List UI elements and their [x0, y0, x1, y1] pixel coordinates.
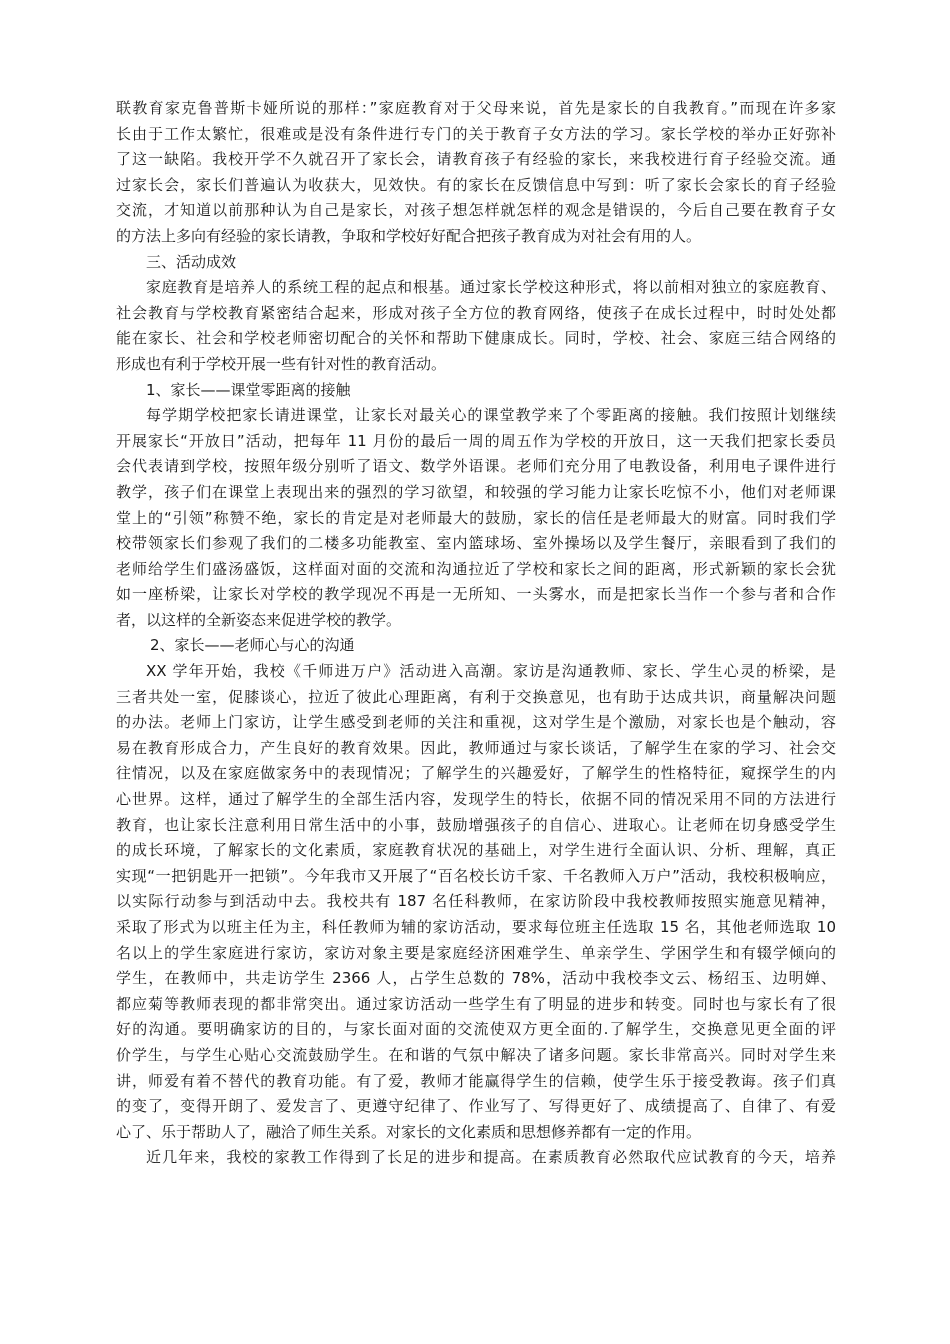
paragraph	[116, 403, 836, 633]
text-line: 价学生，与学生心贴心交流鼓励学生。在和谐的气氛中解决了诸多问题。家长非常高兴。同时对学生来	[116, 1045, 836, 1064]
text-line: 易在教育形成合力，产生良好的教育效果。因此，教师通过与家长谈话，了解学生在家的学习、社会交	[116, 738, 836, 757]
text-line: 交流，才知道以前那种认为自己是家长，对孩子想怎样就怎样的观念是错误的，今后自己要在教育子女	[116, 201, 836, 220]
text-line: 近几年来，我校的家教工作得到了长足的进步和提高。在素质教育必然取代应试教育的今天，培养	[146, 1148, 836, 1167]
text-line: 社会教育与学校教育紧密结合起来，形成对孩子全方位的教育网络，使孩子在成长过程中，时时处处都	[116, 303, 836, 322]
text-line: 能在家长、社会和学校老师密切配合的关怀和帮助下健康成长。同时，学校、社会、家庭三结合网络的	[116, 329, 836, 348]
text-line: 校带领家长们参观了我们的二楼多功能教室、室内篮球场、室外操场以及学生餐厅，亲眼看到了我们的	[116, 534, 836, 553]
text-line: 心世界。这样，通过了解学生的全部生活内容，发现学生的特长，依据不同的情况采用不同的方法进行	[116, 790, 836, 809]
text-line: 长由于工作太繁忙，很难或是没有条件进行专门的关于教育子女方法的学习。家长学校的举办正好弥补	[116, 124, 836, 143]
text-line: 会代表请到学校，按照年级分别听了语文、数学外语课。老师们充分用了电教设备，利用电子课件进行	[116, 457, 836, 476]
text-line: 以实际行动参与到活动中去。我校共有 187 名任科教师，在家访阶段中我校教师按照实施意见精神，	[116, 892, 836, 911]
paragraph	[116, 659, 836, 1145]
section-heading: 三、活动成效	[146, 252, 237, 271]
text-line: 的办法。老师上门家访，让学生感受到老师的关注和重视，这对学生是个激励，对家长也是个触动，容	[116, 713, 836, 732]
text-line: 开展家长“开放日”活动，把每年 11 月份的最后一周的周五作为学校的开放日，这一天我们把家长委员	[116, 431, 836, 450]
text-line: 过家长会，家长们普遍认为收获大，见效快。有的家长在反馈信息中写到：听了家长会家长的育子经验	[116, 175, 836, 194]
text-line: 家庭教育是培养人的系统工程的起点和根基。通过家长学校这种形式，将以前相对独立的家庭教育、	[146, 278, 836, 297]
text-line: 老师给学生们盛汤盛饭，这样面对面的交流和沟通拉近了学校和家长之间的距离，形式新颖的家长会犹	[116, 559, 836, 578]
text-line: 好的沟通。要明确家访的目的，与家长面对面的交流使双方更全面的.了解学生，交换意见更全面的评	[116, 1020, 836, 1039]
text-line: 教学，孩子们在课堂上表现出来的强烈的学习欲望，和较强的学习能力让家长吃惊不小，他们对老师课	[116, 482, 836, 501]
document-body	[116, 96, 836, 1171]
text-line: 者，以这样的全新姿态来促进学校的教学。	[116, 610, 402, 629]
text-line: 心了、乐于帮助人了，融洽了师生关系。对家长的文化素质和思想修养都有一定的作用。	[116, 1122, 702, 1141]
paragraph	[116, 96, 836, 250]
text-line: 名以上的学生家庭进行家访，家访对象主要是家庭经济困难学生、单亲学生、学困学生和有辍学倾向的	[116, 943, 836, 962]
text-line: 堂上的“引领”称赞不绝，家长的肯定是对老师最大的鼓励，家长的信任是老师最大的财富。同时我们学	[116, 508, 836, 527]
text-line: XX 学年开始，我校《千师进万户》活动进入高潮。家访是沟通教师、家长、学生心灵的桥梁，是	[146, 662, 836, 681]
text-line: 如一座桥梁，让家长对学校的教学现况不再是一无所知、一头雾水，而是把家长当作一个参与者和合作	[116, 585, 836, 604]
text-line: 教育，也让家长注意利用日常生活中的小事，鼓励增强孩子的自信心、进取心。让老师在切身感受学生	[116, 815, 836, 834]
paragraph	[116, 275, 836, 377]
text-line: 每学期学校把家长请进课堂，让家长对最关心的课堂教学来了个零距离的接触。我们按照计划继续	[146, 406, 836, 425]
text-line: 联教育家克鲁普斯卡娅所说的那样：”家庭教育对于父母来说，首先是家长的自我教育。”而现在许多家	[116, 99, 836, 117]
text-line: 实现“一把钥匙开一把锁”。今年我市又开展了“百名校长访千家、千名教师入万户”活动，我校积极响应，	[116, 866, 836, 885]
text-line: 形成也有利于学校开展一些有针对性的教育活动。	[116, 354, 447, 373]
subsection-heading: 2、家长——老师心与心的沟通	[150, 636, 355, 655]
text-line: 的变了，变得开朗了、爱发言了、更遵守纪律了、作业写了、写得更好了、成绩提高了、自律了、有爱	[116, 1097, 836, 1116]
text-line: 的成长环境，了解家长的文化素质，家庭教育状况的基础上，对学生进行全面认识、分析、理解，真正	[116, 841, 836, 860]
text-line: 了这一缺陷。我校开学不久就召开了家长会，请教育孩子有经验的家长，来我校进行育子经验交流。通	[116, 150, 836, 169]
text-line: 往情况，以及在家庭做家务中的表现情况；了解学生的兴趣爱好，了解学生的性格特征，窥探学生的内	[116, 764, 836, 783]
text-line: 采取了形式为以班主任为主，科任教师为辅的家访活动，要求每位班主任选取 15 名，其他老师选取 10	[116, 918, 836, 936]
text-line: 讲，师爱有着不替代的教育功能。有了爱，教师才能赢得学生的信赖，使学生乐于接受教诲。孩子们真	[116, 1071, 836, 1090]
paragraph	[116, 1145, 836, 1171]
text-line: 学生，在教师中，共走访学生 2366 人，占学生总数的 78%，活动中我校李文云、杨绍玉、边明婵、	[116, 969, 836, 988]
text-line: 都应菊等教师表现的都非常突出。通过家访活动一些学生有了明显的进步和转变。同时也与家长有了很	[116, 994, 836, 1013]
subsection-heading: 1、家长——课堂零距离的接触	[146, 380, 351, 399]
text-line: 的方法上多向有经验的家长请教，争取和学校好好配合把孩子教育成为对社会有用的人。	[116, 226, 702, 245]
text-line: 三者共处一室，促膝谈心，拉近了彼此心理距离，有利于交换意见，也有助于达成共识，商量解决问题	[116, 687, 836, 706]
